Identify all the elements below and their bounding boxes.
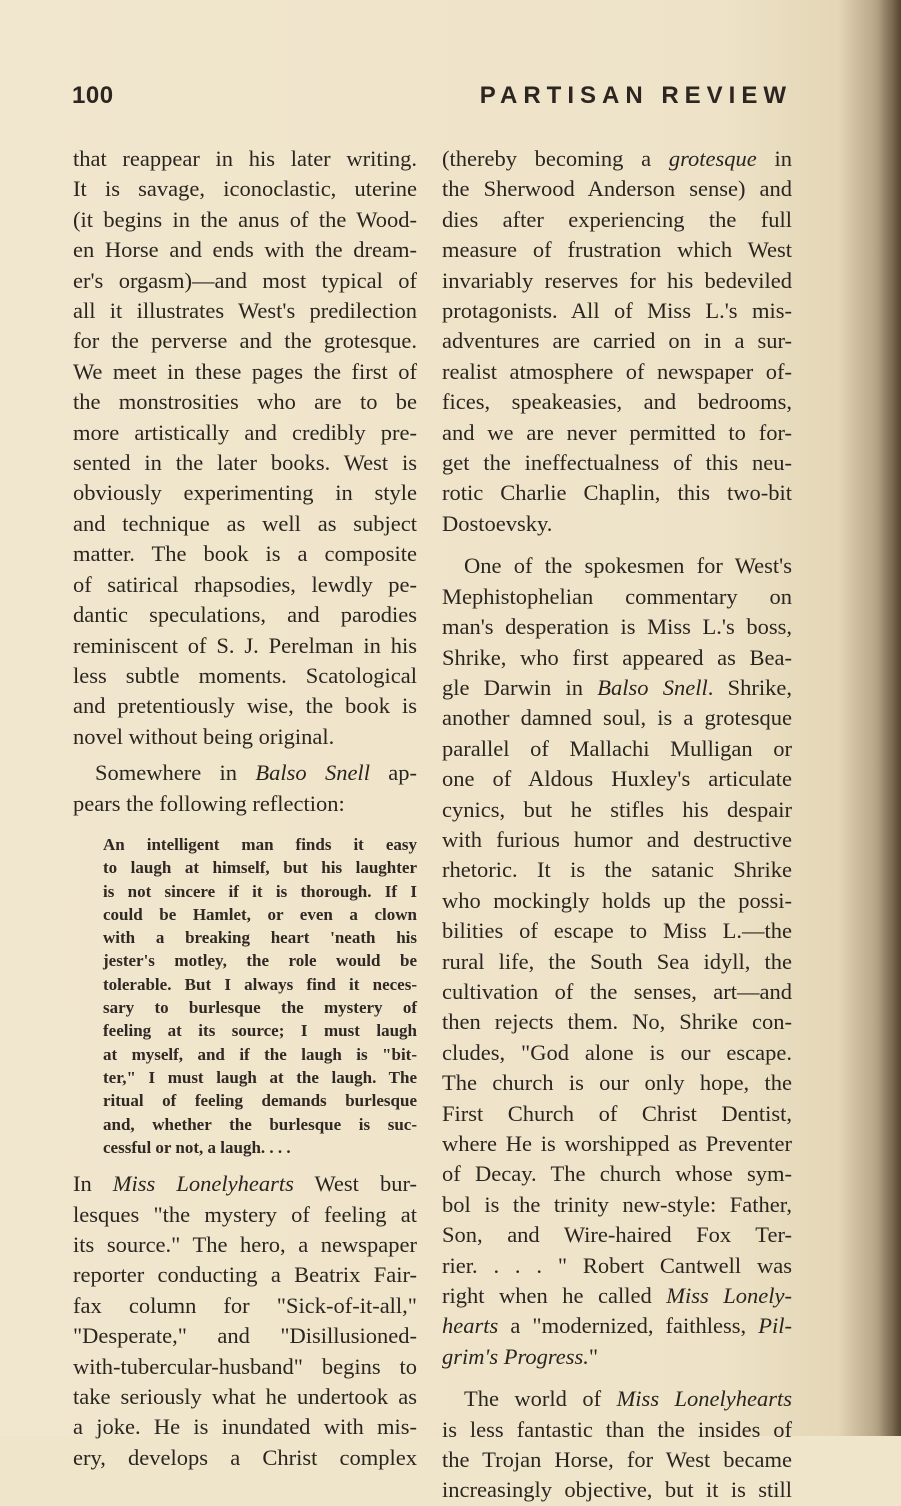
text-line (442, 144, 792, 174)
block-quote (73, 833, 417, 1159)
right-paragraph-2 (442, 551, 792, 1372)
term-italic: grotesque (668, 146, 757, 171)
text-line (73, 758, 417, 788)
text-line: get the ineffectualness of this neu- (442, 450, 792, 476)
text-line: of Decay. The church whose sym- (442, 1161, 792, 1187)
text-line: Son, and Wire-haired Fox Ter- (442, 1222, 792, 1248)
text-line: increasingly objective, but it is still (442, 1477, 792, 1503)
left-column (73, 144, 417, 1473)
text-run: " (588, 1343, 599, 1369)
text-run: The world of (464, 1386, 617, 1412)
quote-line: tolerable. But I always find it neces- (103, 974, 417, 994)
text-line: and we are never permitted to for- (442, 419, 792, 445)
book-title: Balso Snell (255, 760, 370, 786)
text-run: a "modernized, faithless, (498, 1313, 759, 1339)
text-line: ery, develops a Christ complex (73, 1444, 417, 1470)
text-line: er's orgasm)—and most typical of (73, 267, 417, 293)
text-line: of satirical rhapsodies, lewdly pe- (73, 571, 417, 597)
text-line: all it illustrates West's predilection (73, 298, 417, 324)
book-title: Miss Lonelyhearts (112, 1171, 294, 1197)
book-title: Balso Snell (597, 674, 708, 700)
text-line: It is savage, iconoclastic, uterine (73, 176, 417, 202)
text-line: rhetoric. It is the satanic Shrike (442, 857, 792, 883)
quote-line: An intelligent man finds it easy (103, 834, 417, 854)
text-line: dies after experiencing the full (442, 206, 792, 232)
text-line: is less fantastic than the insides of (442, 1416, 792, 1442)
text-line: and technique as well as subject (73, 510, 417, 536)
text-line: protagonists. All of Miss L.'s mis- (442, 298, 792, 324)
text-line: fices, speakeasies, and bedrooms, (442, 389, 792, 415)
text-line: First Church of Christ Dentist, (442, 1100, 792, 1126)
page-gutter-shadow (879, 0, 901, 1436)
text-line: pears the following reflection: (73, 790, 345, 816)
text-run: ap- (369, 760, 418, 786)
right-column (442, 144, 792, 1506)
book-title: Miss Lonely- (666, 1283, 792, 1309)
text-line: en Horse and ends with the dream- (73, 237, 417, 263)
quote-line: to laugh at himself, but his laughter (103, 858, 417, 878)
right-paragraph-3 (442, 1384, 792, 1506)
text-line: less subtle moments. Scatological (73, 662, 417, 688)
text-line: the Sherwood Anderson sense) and (442, 176, 792, 202)
text-line: reporter conducting a Beatrix Fair- (73, 1262, 417, 1288)
quote-line: feeling at its source; I must laugh (103, 1021, 417, 1041)
text-line: take seriously what he undertook as (73, 1383, 417, 1409)
quote-line: and, whether the burlesque is suc- (103, 1114, 417, 1134)
text-line: Dostoevsky. (442, 510, 553, 536)
text-line: that reappear in his later writing. (73, 146, 417, 171)
text-line: "Desperate," and "Disillusioned- (73, 1323, 417, 1349)
quote-line: at myself, and if the laugh is "bit- (103, 1044, 417, 1064)
text-line (73, 1169, 417, 1199)
text-line: One of the spokesmen for West's (464, 553, 792, 579)
quote-line: ritual of feeling demands burlesque (103, 1091, 417, 1111)
text-line: its source." The hero, a newspaper (73, 1231, 417, 1257)
page-header (72, 82, 792, 122)
text-line: fax column for "Sick-of-it-all," (73, 1292, 417, 1318)
text-line: a joke. He is inundated with mis- (73, 1414, 417, 1440)
text-run: gle Darwin in (442, 674, 598, 700)
text-line: for the perverse and the grotesque. (73, 328, 417, 354)
quote-line: with a breaking heart 'neath his (103, 928, 417, 948)
text-line: Mephistophelian commentary on (442, 583, 792, 609)
text-line: another damned soul, is a grotesque (442, 705, 792, 731)
left-paragraph-1 (73, 144, 417, 752)
running-title: PARTISAN REVIEW (479, 82, 792, 109)
book-title: hearts (442, 1313, 499, 1339)
text-line: rural life, the South Sea idyll, the (442, 948, 792, 974)
book-title: grim's Progress. (442, 1343, 589, 1369)
quote-line: sary to burlesque the mystery of (103, 998, 417, 1018)
text-line: where He is worshipped as Preventer (442, 1131, 792, 1156)
text-line: with-tubercular-husband" begins to (73, 1353, 417, 1379)
text-run: Somewhere in (95, 760, 256, 786)
text-line (442, 673, 792, 703)
quote-line: could be Hamlet, or even a clown (103, 904, 417, 924)
text-line: matter. The book is a composite (73, 541, 417, 567)
text-run: In (73, 1171, 113, 1197)
book-title: Miss Lonelyhearts (616, 1386, 793, 1412)
right-paragraph-1 (442, 144, 792, 539)
text-line: then rejects them. No, Shrike con- (442, 1009, 792, 1035)
text-line: and pretentiously wise, the book is (73, 693, 417, 719)
text-line: more artistically and credibly pre- (73, 419, 417, 445)
quote-line: cessful or not, a laugh. . . . (103, 1137, 291, 1157)
text-line: one of Aldous Huxley's articulate (442, 766, 792, 792)
text-line: who mockingly holds up the possi- (442, 887, 792, 913)
text-line: rotic Charlie Chaplin, this two-bit (442, 480, 792, 506)
text-line: bilities of escape to Miss L.—the (442, 918, 792, 944)
text-line: obviously experimenting in style (73, 480, 417, 506)
text-run: West bur- (293, 1171, 417, 1197)
text-line: man's desperation is Miss L.'s boss, (442, 614, 792, 640)
text-line (442, 1342, 792, 1372)
text-line (442, 1281, 792, 1311)
text-line: cultivation of the senses, art—and (442, 978, 792, 1004)
text-line: The church is our only hope, the (442, 1070, 792, 1096)
text-line: cludes, "God alone is our escape. (442, 1039, 792, 1065)
text-run: . Shrike, (707, 674, 793, 700)
text-line: parallel of Mallachi Mulligan or (442, 735, 792, 761)
text-line (442, 1384, 792, 1414)
left-paragraph-3 (73, 1169, 417, 1473)
text-line: Shrike, who first appeared as Bea- (442, 644, 792, 670)
text-line: (it begins in the anus of the Wood- (73, 206, 417, 232)
paragraph-gap (442, 539, 792, 551)
text-run: right when he called (442, 1283, 667, 1309)
page-number: 100 (72, 82, 114, 109)
text-line: measure of frustration which West (442, 237, 792, 263)
text-line: cynics, but he stifles his despair (442, 796, 792, 822)
text-line: realist atmosphere of newspaper of- (442, 358, 792, 384)
text-line: bol is the trinity new-style: Father, (442, 1191, 792, 1217)
text-run: in (756, 146, 792, 171)
paragraph-gap (442, 1372, 792, 1384)
text-line: reminiscent of S. J. Perelman in his (73, 632, 417, 658)
text-line: with furious humor and destructive (442, 826, 792, 852)
text-line: dantic speculations, and parodies (73, 602, 417, 628)
text-line (442, 1311, 792, 1341)
text-line: invariably reserves for his bedeviled (442, 267, 792, 293)
text-run: (thereby becoming a (442, 146, 669, 171)
text-line: rier. . . . " Robert Cantwell was (442, 1252, 792, 1278)
text-line: the Trojan Horse, for West became (442, 1447, 792, 1473)
text-line: We meet in these pages the first of (73, 358, 417, 384)
text-line: lesques "the mystery of feeling at (73, 1201, 417, 1227)
left-paragraph-2 (73, 758, 417, 819)
quote-line: jester's motley, the role would be (103, 951, 417, 971)
text-line: sented in the later books. West is (73, 450, 417, 476)
book-title: Pil- (758, 1313, 792, 1339)
quote-line: ter," I must laugh at the laugh. The (103, 1067, 417, 1087)
text-line: adventures are carried on in a sur- (442, 328, 792, 354)
quote-line: is not sincere if it is thorough. If I (103, 881, 417, 901)
text-line: the monstrosities who are to be (73, 389, 417, 415)
text-line: novel without being original. (73, 723, 335, 749)
